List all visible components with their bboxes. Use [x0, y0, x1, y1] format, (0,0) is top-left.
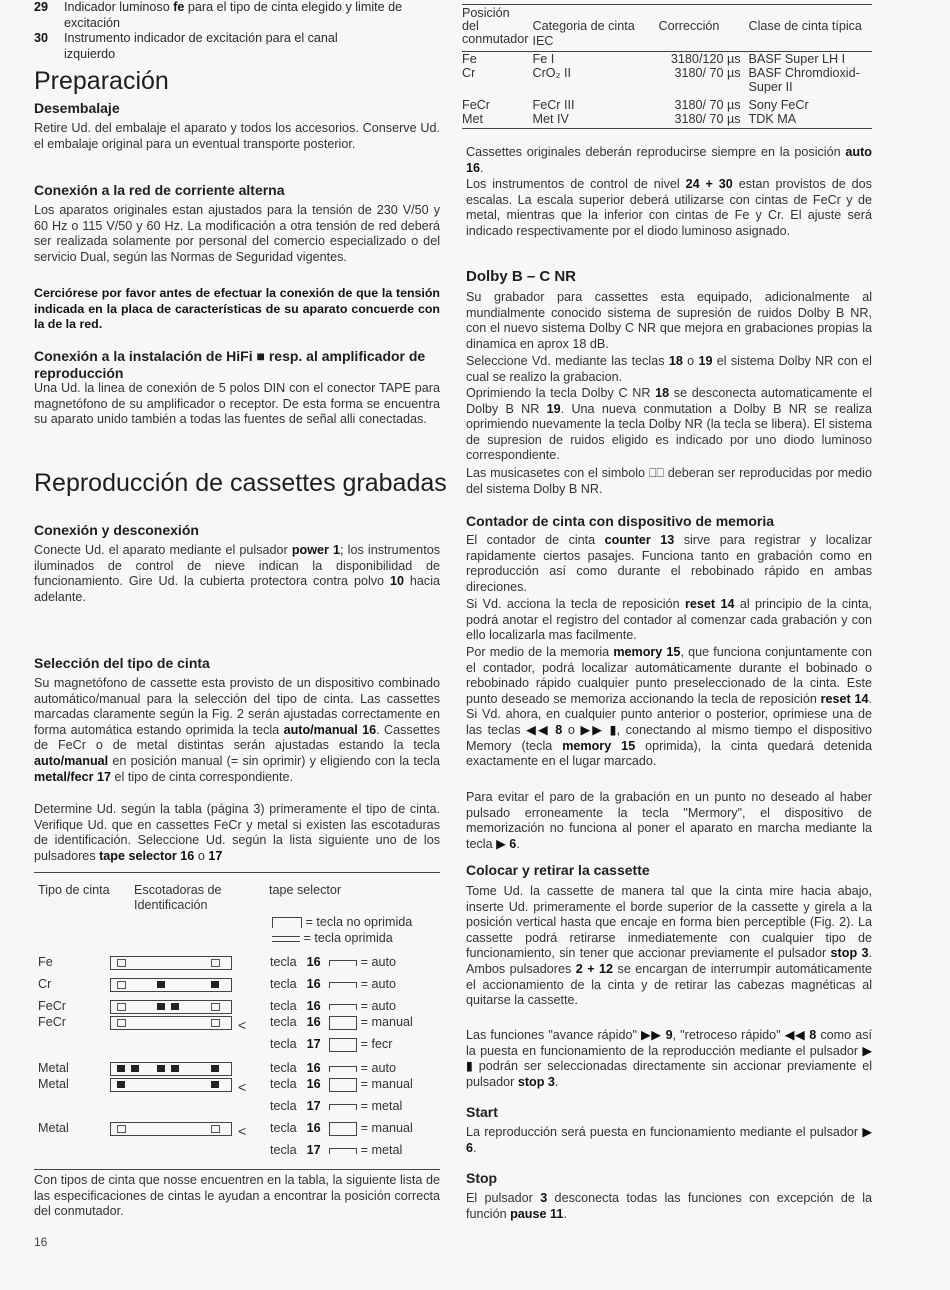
notch-mark [157, 981, 165, 988]
tape-spec-table [462, 4, 872, 129]
heading-conexion: Conexión y desconexión [34, 522, 199, 538]
table-row [462, 66, 872, 98]
originales-text: Cassettes originales deberán reproducirse siempre en la posición auto 16. [466, 145, 872, 175]
list-item [34, 31, 440, 62]
cell-pos: FeCr [462, 98, 490, 112]
heading-start: Start [466, 1104, 498, 1120]
notch-mark [117, 1081, 125, 1088]
row-key-label: tecla 16 = auto [270, 1061, 396, 1075]
contador-p2: Si Vd. acciona la tecla de reposición reset 14 al principio de la cinta, podrá anotar el registro del contador al comenzar cada grabación y con ello localizarla mas facilmente. [466, 597, 872, 643]
notch-mark [171, 1065, 179, 1072]
identification-notch-diagram [110, 978, 232, 992]
colocar-p1: Tome Ud. la cassette de manera tal que la cinta mire hacia abajo, inserte Ud. primeramente el borde superior de la cassette y girela a la posición vertical hasta que encaje en forma bien perceptible (Fig. 2). La cassette podrá retirarse inmediatemente con cualquier tipo de funcionamiento, sin tener que accionar previamente el pulsador stop 3. Ambos pulsadores 2 + 12 se encargan de interrumpir automáticamente el accionamiento de la cinta y de retirar las cabezas magnéticas al quitarse la cassette. [466, 884, 873, 1008]
notch-mark [157, 1065, 165, 1072]
notch-mark [157, 1003, 165, 1010]
heading-stop: Stop [466, 1170, 498, 1186]
notch-outline [117, 1019, 126, 1027]
cell-corr: 3180/120 µs [670, 52, 741, 66]
row-key-label: tecla 16 = auto [270, 999, 396, 1013]
col-header: Corrección [658, 19, 720, 33]
list-item [34, 0, 440, 31]
key-down-symbol [329, 1148, 357, 1154]
key-down-symbol [329, 1104, 357, 1110]
notch-mark [131, 1065, 139, 1072]
row-key-label: tecla 17 = metal [270, 1099, 403, 1113]
identification-notch-diagram [110, 1122, 232, 1136]
notch-outline [211, 1125, 220, 1133]
key-down-symbol [272, 936, 300, 942]
table-header: tape selector [269, 883, 342, 897]
item-text: Indicador luminoso fe para el tipo de cinta elegido y limite de excitación [64, 0, 403, 30]
cell-cat: CrO₂ II [532, 66, 571, 80]
key-up-symbol [272, 917, 302, 928]
cell-clase: Sony FeCr [748, 98, 809, 112]
heading-contador: Contador de cinta con dispositivo de memoria [466, 513, 775, 529]
row-tape-type: FeCr [38, 1015, 66, 1029]
notch-mark [211, 1065, 219, 1072]
start-text: La reproducción será puesta en funcionamiento mediante el pulsador ▶ 6. [466, 1125, 872, 1155]
cell-cat: Met IV [532, 112, 569, 126]
row-tape-type: Metal [38, 1061, 69, 1075]
cell-clase: BASF Super LH I [748, 52, 846, 66]
dolby-p3: Oprimiendo la tecla Dolby C NR 18 se desconecta automaticamente el Dolby B NR 19. Una nueva conmutation a Dolby B NR se realiza oprimiendo nuevamente la tecla Dolby NR (la tecla se libera). El sistema de supresion de ruidos eligido es indicado por uno diodo luminoso correspondiente. [466, 386, 872, 463]
notch-outline [211, 1019, 220, 1027]
cell-corr: 3180/ 70 µs [674, 112, 741, 126]
section-title-preparacion: Preparación [34, 67, 169, 95]
dolby-p1: Su grabador para cassettes esta equipado, adicionalmente al mundialmente conocido sistema de supresión de ruidos Dolby B NR, con el nuevo sistema Dolby C NR que mejora en grabaciones propias la dinamica en aprox 18 dB. [466, 290, 872, 351]
identification-notch-diagram [110, 956, 232, 970]
table-row [462, 112, 872, 128]
heading-red: Conexión a la red de corriente alterna [34, 182, 285, 198]
cell-cat: Fe I [532, 52, 555, 66]
table-header: Escotadoras de Identificación [134, 883, 222, 912]
notch-mark [211, 1081, 219, 1088]
table-header: Tipo de cinta [38, 883, 110, 897]
contador-p3: Por medio de la memoria memory 15, que funciona conjuntamente con el contador, podrá localizar automáticamente durante el bobinado o rebobinado rápido cualquier punto preseleccionado de la cinta. Este punto deseado se memoriza accionando la tecla de reposición reset 14. Si Vd. ahora, en cualquier punto anterior o posterior, oprimiese una de las teclas ◀◀ 8 o ▶▶ ▮, conectando al mismo tiempo el dispositivo Memory (tecla memory 15 oprimida), la cinta quedará detenida exactamente en el lugar marcado. [466, 645, 872, 769]
row-key-label: tecla 17 = metal [270, 1143, 403, 1157]
key-up-symbol [329, 1038, 357, 1052]
identification-notch-diagram [110, 1078, 232, 1092]
key-up-symbol [329, 1078, 357, 1092]
arrow-icon: < [238, 1123, 247, 1139]
heading-colocar: Colocar y retirar la cassette [466, 862, 650, 878]
key-up-symbol [329, 1016, 357, 1030]
row-key-label: tecla 16 = auto [270, 977, 396, 991]
key-down-symbol [329, 982, 357, 988]
notch-outline [117, 1003, 126, 1011]
row-key-label: tecla 17 = fecr [270, 1037, 393, 1051]
red-text: Los aparatos originales estan ajustados para la tensión de 230 V/50 y 60 Hz o 115 V/50 y 60 Hz. La modificación a otra tensión de red deberá ser realizada solamente por personal del comercio especializado o del servicio Dual, según las Normas de Seguridad vigentes. [34, 203, 440, 264]
key-down-symbol [329, 960, 357, 966]
table-row [462, 52, 872, 67]
item-number: 29 [34, 0, 49, 14]
heading-desembalaje: Desembalaje [34, 100, 120, 116]
hifi-text: Una Ud. la linea de conexión de 5 polos DIN con el conector TAPE para magnetófono de su amplificador o receptor. De esta forma se encuentra su aparato unido también a todas las fuentes de señal alli conectadas. [34, 381, 440, 427]
key-up-symbol [329, 1122, 357, 1136]
notch-outline [117, 1125, 126, 1133]
cell-cat: FeCr III [532, 98, 575, 112]
conexion-text: Conecte Ud. el aparato mediante el pulsador power 1; los instrumentos iluminados de control de nieve indican la disponibilidad de funcionamiento. Gire Ud. la cubierta protectora contra polvo 10 hacia adelante. [34, 543, 440, 604]
colocar-p2: Las funciones "avance rápido" ▶▶ 9, "retroceso rápido" ◀◀ 8 como así la puesta en funcionamiento de la reproducción mediante el pulsador ▶ ▮ podrán ser seleccionadas directamente sin accionar previamente el pulsador stop 3. [466, 1028, 873, 1089]
red-warning: Cerciórese por favor antes de efectuar la conexión de que la tensión indicada en la placa de características de su aparato concuerde con la de la red. [34, 286, 440, 332]
row-tape-type: Cr [38, 977, 52, 991]
arrow-icon: < [238, 1017, 247, 1033]
item-text: Instrumento indicador de excitación para el canal izquierdo [64, 31, 338, 61]
row-tape-type: Metal [38, 1077, 69, 1091]
desembalaje-text: Retire Ud. del embalaje el aparato y todos los accesorios. Conserve Ud. el embalaje original para un eventual transporte posterior. [34, 121, 440, 151]
section-title-reproduccion: Reproducción de cassettes grabadas [34, 469, 447, 497]
col-header: Clase de cinta típica [748, 19, 862, 33]
col-header: Posición del conmutador [462, 6, 529, 46]
notch-outline [211, 1003, 220, 1011]
row-key-label: tecla 16 = manual [270, 1015, 413, 1029]
table-row [462, 98, 872, 112]
stop-text: El pulsador 3 desconecta todas las funciones con excepción de la función pause 11. [466, 1191, 873, 1221]
cell-pos: Cr [462, 66, 476, 80]
row-key-label: tecla 16 = manual [270, 1077, 413, 1091]
heading-dolby: Dolby B – C NR [466, 268, 577, 285]
cell-pos: Met [462, 112, 483, 126]
cell-pos: Fe [462, 52, 477, 66]
seleccion-text-2: Determine Ud. según la tabla (página 3) primeramente el tipo de cinta. Verifique Ud. que en cassettes FeCr y metal si existen las escotaduras de identificación. Seleccione Ud. según la lista siguiente uno de los pulsadores tape selector 16 o 17 [34, 802, 440, 863]
notch-mark [171, 1003, 179, 1010]
col-header: Categoria de cinta IEC [532, 19, 635, 48]
cell-corr: 3180/ 70 µs [674, 66, 741, 80]
legend-not-pressed: = tecla no oprimida [272, 915, 412, 929]
key-down-symbol [329, 1004, 357, 1010]
row-tape-type: Metal [38, 1121, 69, 1135]
notch-outline [117, 959, 126, 967]
heading-seleccion: Selección del tipo de cinta [34, 655, 210, 671]
cell-clase: TDK MA [748, 112, 797, 126]
arrow-icon: < [238, 1079, 247, 1095]
notch-mark [211, 981, 219, 988]
row-key-label: tecla 16 = manual [270, 1121, 413, 1135]
after-table-text: Con tipos de cinta que nosse encuentren en la tabla, la siguiente lista de las especificaciones de cintas le ayudan a encontrar la posición correcta del conmutador. [34, 1173, 440, 1219]
tape-selector-table [34, 872, 440, 1170]
intro-list [34, 0, 440, 62]
row-tape-type: Fe [38, 955, 53, 969]
page-number: 16 [34, 1235, 48, 1249]
key-down-symbol [329, 1066, 357, 1072]
cell-clase: BASF Chromdioxid-Super II [748, 66, 860, 94]
legend-pressed: = tecla oprimida [272, 931, 393, 945]
identification-notch-diagram [110, 1016, 232, 1030]
notch-mark [117, 1065, 125, 1072]
contador-p4: Para evitar el paro de la grabación en un punto no deseado al haber pulsado erroneamente la tecla "Mermory", el dispositivo de memorización no funciona al poner el aparato en marcha mediante la tecla ▶ 6. [466, 790, 872, 851]
contador-p1: El contador de cinta counter 13 sirve para registrar y localizar rapidamente ciertos pasajes. Funciona tanto en grabación como en reproducción así como durante el rebobinado rápido en ambas direciones. [466, 533, 872, 594]
notch-outline [211, 959, 220, 967]
identification-notch-diagram [110, 1000, 232, 1014]
cell-corr: 3180/ 70 µs [674, 98, 741, 112]
seleccion-text: Su magnetófono de cassette esta provisto de un dispositivo combinado automático/manual para la selección del tipo de cinta. Las cassettes marcadas claramente según la Fig. 2 serán ajustadas correctamente en forma automática estando oprimida la tecla auto/manual 16. Cassettes de FeCr o de metal distintas serán ajustadas estando la tecla auto/manual en posición manual (= sin oprimir) y eligiendo con la tecla metal/fecr 17 el tipo de cinta correspondiente. [34, 676, 440, 784]
dolby-p4: Las musicasetes con el simbolo ⎕⎕ deberan ser reproducidas por medio del sistema Dolby B NR. [466, 466, 872, 496]
row-key-label: tecla 16 = auto [270, 955, 396, 969]
table-header-row [462, 5, 872, 52]
dolby-p2: Seleccione Vd. mediante las teclas 18 o 19 el sistema Dolby NR con el cual se realizo la grabacion. [466, 354, 872, 384]
niveles-text: Los instrumentos de control de nivel 24 + 30 estan provistos de dos escalas. La escala superior deberá utilizarse con cintas de FeCr y de metal, mientras que la inferior con cintas de Fe y Cr. El ajuste será indicado respectivamente por el diodo luminoso asignado. [466, 177, 872, 238]
heading-hifi: Conexión a la instalación de HiFi ■ resp. al amplificador de reproducción [34, 348, 426, 381]
row-tape-type: FeCr [38, 999, 66, 1013]
notch-outline [117, 981, 126, 989]
item-number: 30 [34, 31, 49, 46]
identification-notch-diagram [110, 1062, 232, 1076]
